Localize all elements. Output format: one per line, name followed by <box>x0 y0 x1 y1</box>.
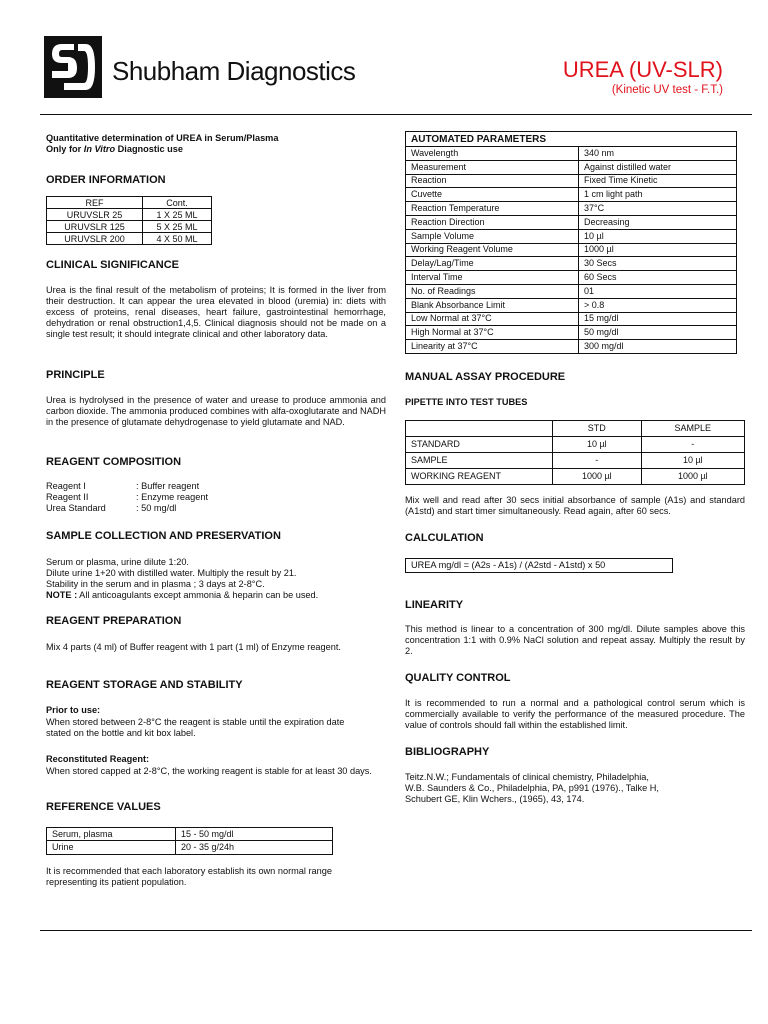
pipette-header-row <box>406 421 745 437</box>
intro-line-2 <box>46 144 183 155</box>
table-row <box>406 284 737 298</box>
sample-line-1: Serum or plasma, urine dilute 1:20. <box>46 557 189 567</box>
order-table <box>46 196 212 245</box>
preparation-text: Mix 4 parts (4 ml) of Buffer reagent with 1 part (1 ml) of Enzyme reagent. <box>46 642 341 652</box>
pipette-std-value: - <box>553 453 642 469</box>
sample-heading: SAMPLE COLLECTION AND PRESERVATION <box>46 530 281 542</box>
parameter-value: 10 µl <box>579 229 737 243</box>
table-row <box>406 326 737 340</box>
parameter-value: Fixed Time Kinetic <box>579 174 737 188</box>
table-row <box>406 229 737 243</box>
pipette-sample-value: 1000 µl <box>641 469 744 485</box>
header-divider <box>40 114 752 115</box>
table-row <box>406 271 737 285</box>
table-row <box>47 841 333 854</box>
list-item <box>46 481 346 492</box>
logo-mark-icon <box>44 36 102 98</box>
preparation-heading: REAGENT PREPARATION <box>46 615 182 627</box>
intro-prefix: Only for <box>46 144 84 154</box>
table-row <box>406 188 737 202</box>
storage-text-2: When stored capped at 2-8°C, the working reagent is stable for at least 30 days. <box>46 766 372 776</box>
parameter-value: 340 nm <box>579 147 737 161</box>
sample-line-2: Dilute urine 1+20 with distilled water. Multiply the result by 21. <box>46 568 297 578</box>
principle-text: Urea is hydrolysed in the presence of water and urease to produce ammonia and carbon dioxide. The ammonia produced combines with alfa-oxoglutarate and NADH in the presence of glutamate dehydrogenase to yield glutamate and NAD. <box>46 395 386 427</box>
reference-sample: Serum, plasma <box>47 828 176 841</box>
bibliography-block <box>405 772 745 805</box>
intro-italic: In Vitro <box>83 144 116 154</box>
parameter-value: Decreasing <box>579 215 737 229</box>
order-cont: 1 X 25 ML <box>142 209 211 221</box>
linearity-text: This method is linear to a concentration of 300 mg/dl. Dilute samples above this concentration 1:1 with 0.9% NaCl solution and repeat assay. Multiply the result by 2. <box>405 624 745 656</box>
intro-suffix: Diagnostic use <box>115 144 183 154</box>
parameter-value: 60 Secs <box>579 271 737 285</box>
clinical-text: Urea is the final result of the metabolism of proteins; It is formed in the liver from their destruction. It can appear the urea elevated in blood (uremia) in: diets with excess of proteins, renal diseases, heart failure, gastrointestinal hemorrhage, dehydration or renal obstruction1,4,5. Clinical diagnosis should not be made on a single test result; it should integrate clinical and other laboratory data. <box>46 285 386 339</box>
reference-range: 15 - 50 mg/dl <box>176 828 333 841</box>
composition-heading: REAGENT COMPOSITION <box>46 456 182 468</box>
footer-divider <box>40 930 752 931</box>
automated-header-row <box>406 132 737 147</box>
table-row <box>47 221 212 233</box>
storage-text-1: When stored between 2-8°C the reagent is stable until the expiration date stated on the bottle and kit box label. <box>46 717 345 738</box>
parameter-value: 50 mg/dl <box>579 326 737 340</box>
order-col-cont: Cont. <box>142 197 211 209</box>
parameter-value: 01 <box>579 284 737 298</box>
note-text: All anticoagulants except ammonia & heparin can be used. <box>77 590 319 600</box>
table-row <box>406 437 745 453</box>
parameter-value: Against distilled water <box>579 160 737 174</box>
order-cont: 4 X 50 ML <box>142 233 211 245</box>
storage-heading: REAGENT STORAGE AND STABILITY <box>46 679 243 691</box>
bibliography-heading: BIBLIOGRAPHY <box>405 746 490 758</box>
composition-label: Urea Standard <box>46 503 106 513</box>
table-row <box>406 298 737 312</box>
reference-table <box>46 827 333 855</box>
parameter-value: 37°C <box>579 202 737 216</box>
quality-text: It is recommended to run a normal and a pathological control serum which is commercially available to verify the performance of the measured procedure. The value of controls should fall within the established limit. <box>405 698 745 730</box>
bibliography-line: Teitz.N.W.; Fundamentals of clinical chemistry, Philadelphia, <box>405 772 649 782</box>
table-row <box>406 453 745 469</box>
automated-parameters-table <box>405 131 737 354</box>
order-cont: 5 X 25 ML <box>142 221 211 233</box>
sample-line-3: Stability in the serum and in plasma ; 3 days at 2-8°C. <box>46 579 265 589</box>
reference-range: 20 - 35 g/24h <box>176 841 333 854</box>
table-row <box>47 233 212 245</box>
order-col-ref: REF <box>47 197 143 209</box>
reference-heading: REFERENCE VALUES <box>46 801 161 813</box>
pipette-row-label: STANDARD <box>406 437 553 453</box>
note-label: NOTE : <box>46 590 78 600</box>
page-subtitle: (Kinetic UV test - F.T.) <box>611 84 723 96</box>
table-row <box>406 160 737 174</box>
pipette-row-label: WORKING REAGENT <box>406 469 553 485</box>
manual-heading: MANUAL ASSAY PROCEDURE <box>405 371 566 383</box>
composition-list <box>46 481 346 514</box>
composition-value: : Enzyme reagent <box>136 492 209 502</box>
composition-label: Reagent I <box>46 481 86 491</box>
table-row <box>47 209 212 221</box>
table-row <box>406 174 737 188</box>
parameter-name: Reaction Temperature <box>406 202 579 216</box>
pipette-col-sample: SAMPLE <box>641 421 744 437</box>
composition-label: Reagent II <box>46 492 89 502</box>
table-row <box>406 312 737 326</box>
parameter-value: 1 cm light path <box>579 188 737 202</box>
pipette-sample-value: 10 µl <box>641 453 744 469</box>
pipette-std-value: 10 µl <box>553 437 642 453</box>
parameter-value: > 0.8 <box>579 298 737 312</box>
manual-subheading: PIPETTE INTO TEST TUBES <box>405 397 528 407</box>
parameter-name: Working Reagent Volume <box>406 243 579 257</box>
parameter-name: High Normal at 37°C <box>406 326 579 340</box>
clinical-heading: CLINICAL SIGNIFICANCE <box>46 259 180 271</box>
table-row <box>406 202 737 216</box>
intro-line-1: Quantitative determination of UREA in Serum/Plasma <box>46 133 279 143</box>
reference-sample: Urine <box>47 841 176 854</box>
parameter-value: 300 mg/dl <box>579 340 737 354</box>
pipette-std-value: 1000 µl <box>553 469 642 485</box>
parameter-name: No. of Readings <box>406 284 579 298</box>
parameter-name: Delay/Lag/Time <box>406 257 579 271</box>
pipette-col-blank <box>406 421 553 437</box>
composition-value: : Buffer reagent <box>136 481 200 491</box>
composition-value: : 50 mg/dl <box>136 503 177 513</box>
calculation-formula: UREA mg/dl = (A2s - A1s) / (A2std - A1std) x 50 <box>405 558 673 573</box>
parameter-value: 1000 µl <box>579 243 737 257</box>
linearity-heading: LINEARITY <box>405 599 464 611</box>
brand-name: Shubham Diagnostics <box>112 56 356 86</box>
bibliography-line: W.B. Saunders & Co., Philadelphia, PA, p991 (1976)., Talke H, <box>405 783 659 793</box>
parameter-name: Blank Absorbance Limit <box>406 298 579 312</box>
storage-sub-2: Reconstituted Reagent: <box>46 754 150 764</box>
parameter-name: Measurement <box>406 160 579 174</box>
quality-heading: QUALITY CONTROL <box>405 672 511 684</box>
order-heading: ORDER INFORMATION <box>46 174 166 186</box>
parameter-value: 30 Secs <box>579 257 737 271</box>
parameter-value: 15 mg/dl <box>579 312 737 326</box>
sample-note <box>46 590 386 601</box>
table-row <box>47 828 333 841</box>
storage-sub-1: Prior to use: <box>46 705 101 715</box>
table-row <box>406 469 745 485</box>
parameter-name: Wavelength <box>406 147 579 161</box>
principle-heading: PRINCIPLE <box>46 369 105 381</box>
table-row <box>406 340 737 354</box>
parameter-name: Cuvette <box>406 188 579 202</box>
order-ref: URUVSLR 200 <box>47 233 143 245</box>
automated-heading: AUTOMATED PARAMETERS <box>406 132 737 147</box>
parameter-name: Sample Volume <box>406 229 579 243</box>
calculation-heading: CALCULATION <box>405 532 484 544</box>
table-row <box>406 243 737 257</box>
pipette-col-std: STD <box>553 421 642 437</box>
pipette-table <box>405 420 745 485</box>
table-row <box>406 215 737 229</box>
list-item <box>46 492 346 503</box>
table-row <box>406 257 737 271</box>
parameter-name: Linearity at 37°C <box>406 340 579 354</box>
order-header-row <box>47 197 212 209</box>
manual-text: Mix well and read after 30 secs initial absorbance of sample (A1s) and standard (A1std) and start timer simultaneously. Read again, after 60 secs. <box>405 495 745 516</box>
company-logo <box>44 36 102 98</box>
parameter-name: Interval Time <box>406 271 579 285</box>
table-row <box>406 147 737 161</box>
order-ref: URUVSLR 25 <box>47 209 143 221</box>
bibliography-line: Schubert GE, Klin Wchers., (1965), 43, 174. <box>405 794 585 804</box>
parameter-name: Low Normal at 37°C <box>406 312 579 326</box>
reference-note: It is recommended that each laboratory establish its own normal range representing its patient population. <box>46 866 332 887</box>
sample-block <box>46 557 386 601</box>
parameter-name: Reaction Direction <box>406 215 579 229</box>
list-item <box>46 503 346 514</box>
pipette-sample-value: - <box>641 437 744 453</box>
order-ref: URUVSLR 125 <box>47 221 143 233</box>
page-title: UREA (UV-SLR) <box>562 57 723 82</box>
pipette-row-label: SAMPLE <box>406 453 553 469</box>
parameter-name: Reaction <box>406 174 579 188</box>
